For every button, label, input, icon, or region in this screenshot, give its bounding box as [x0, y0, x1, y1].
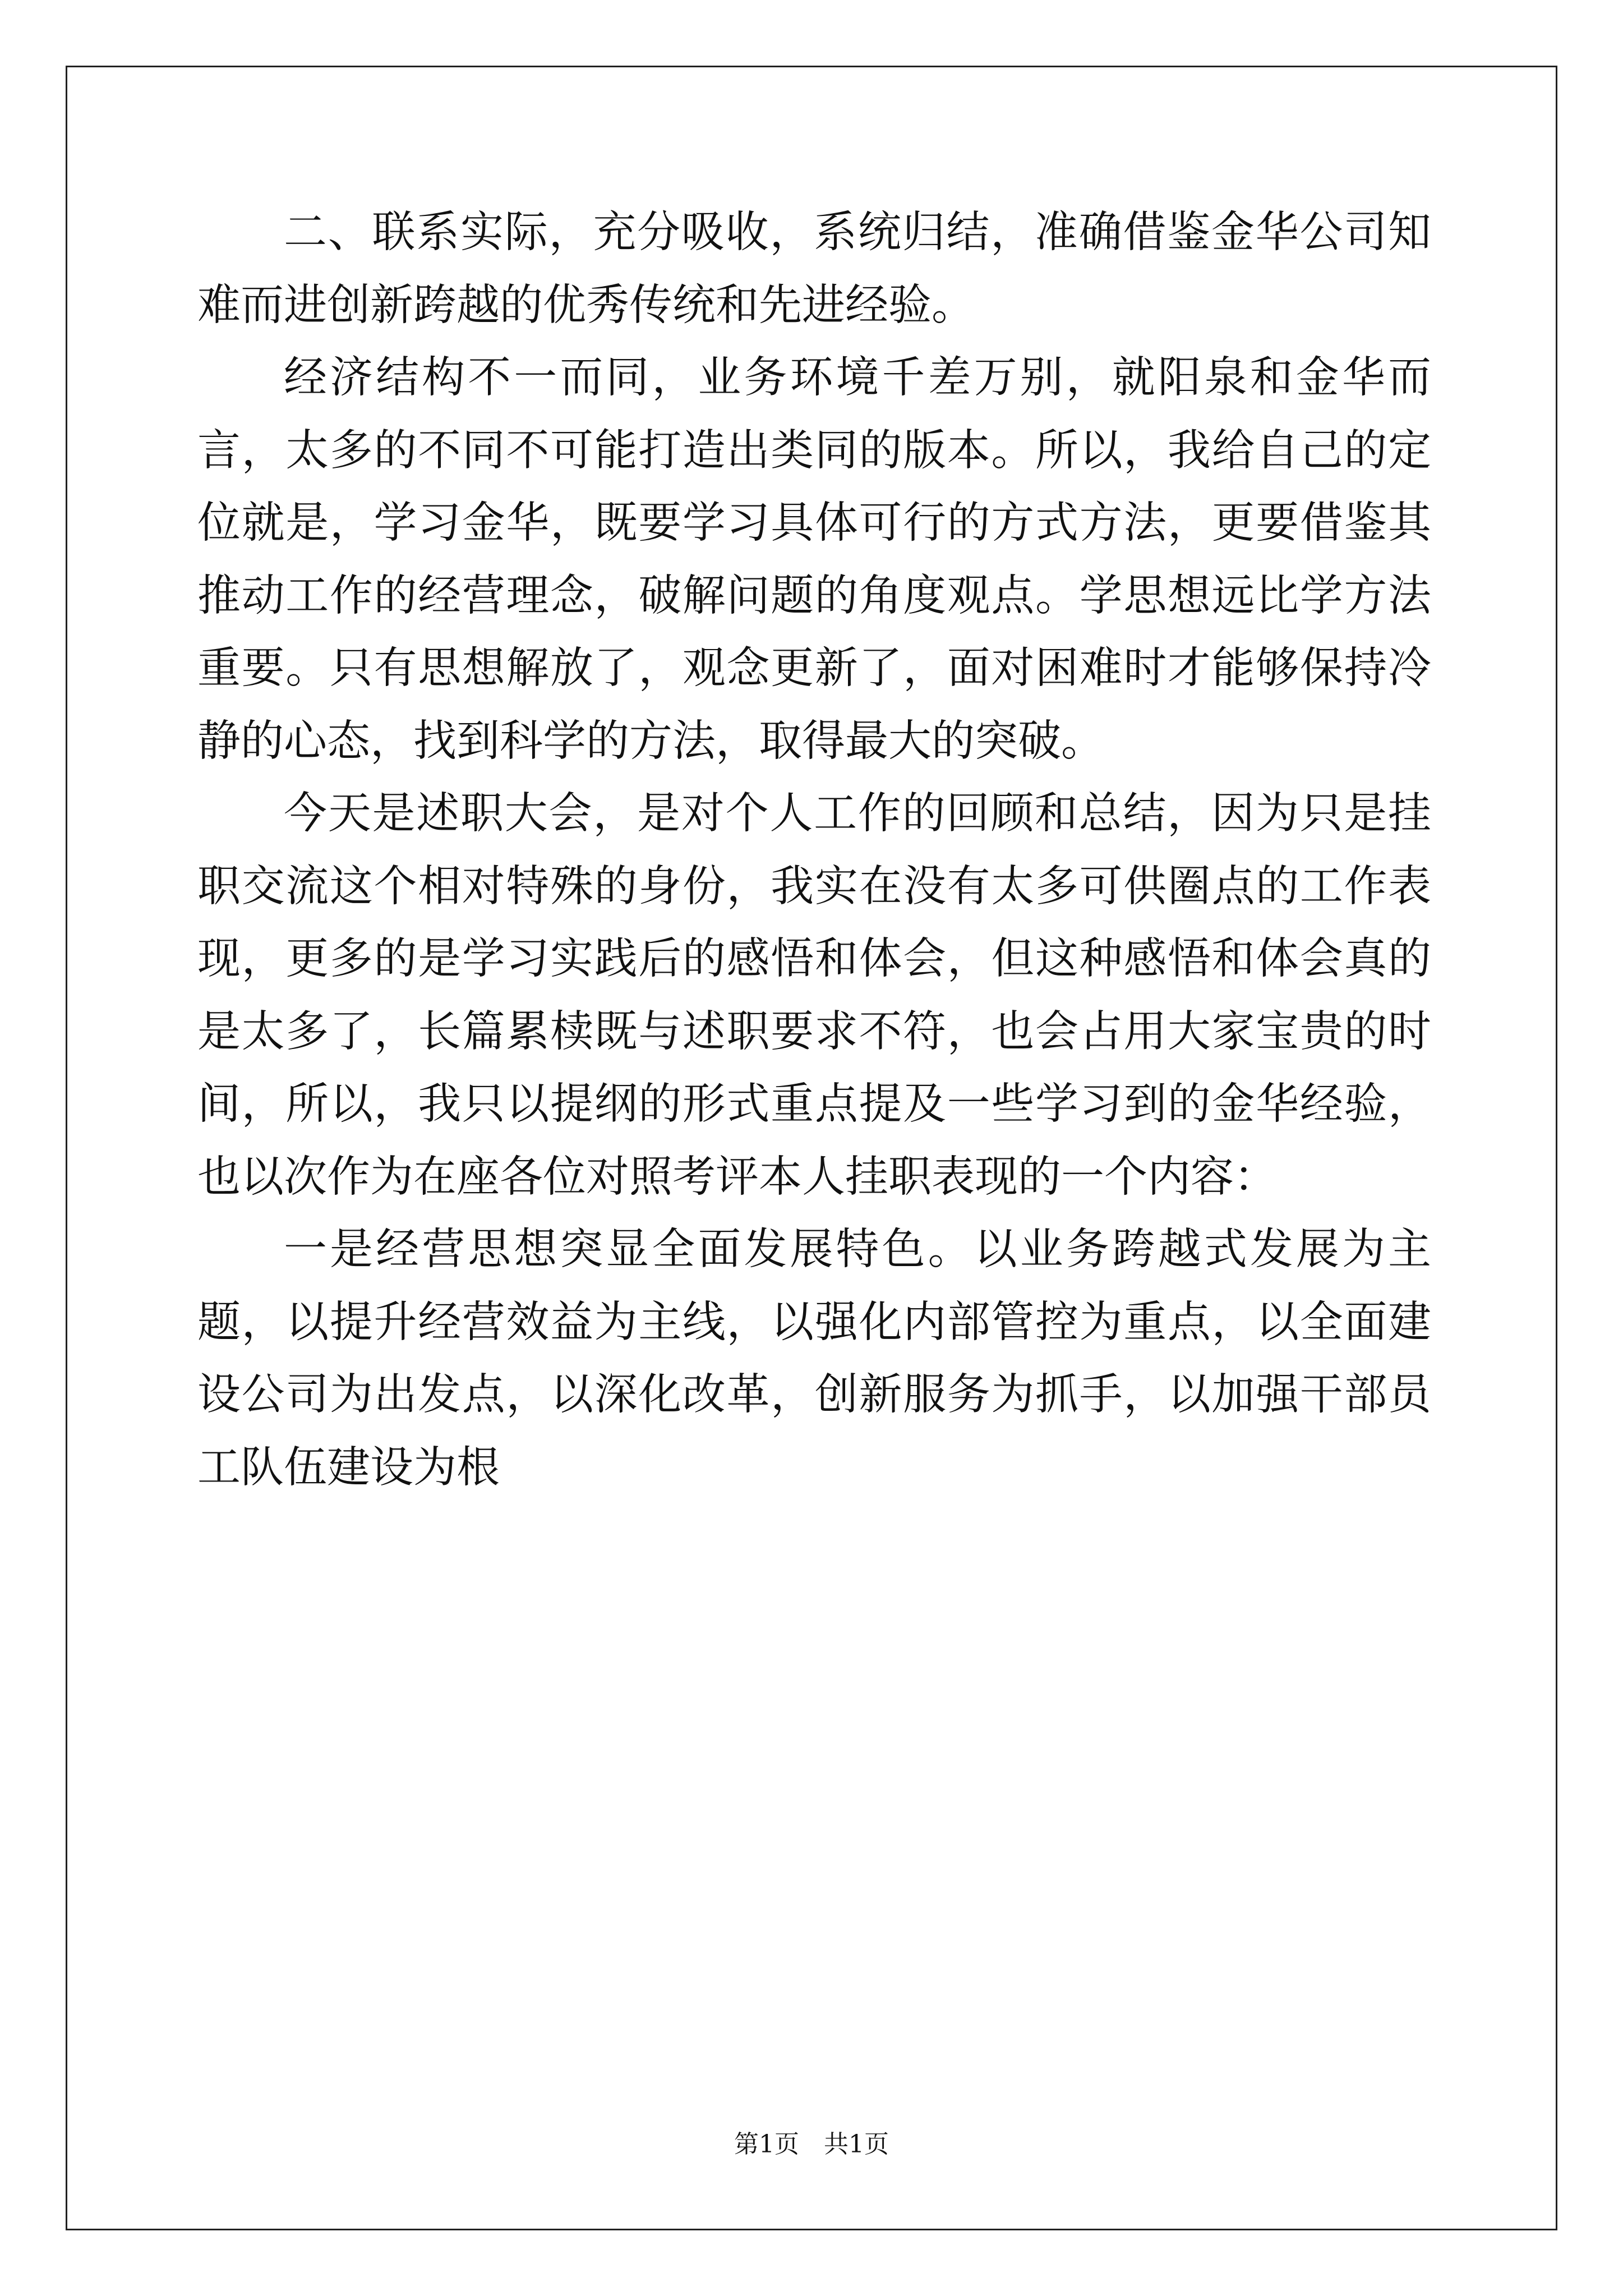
paragraph-4: 一是经营思想突显全面发展特色。以业务跨越式发展为主题，以提升经营效益为主线，以强化内部管控为重点，以全面建设公司为出发点，以深化改革，创新服务为抓手，以加强干部员工队伍建设为根 — [197, 1225, 1431, 1493]
page-number-footer: 第1页 共1页 — [734, 2130, 889, 2159]
paragraph-3: 今天是述职大会，是对个人工作的回顾和总结，因为只是挂职交流这个相对特殊的身份，我实在没有太多可供圈点的工作表现，更多的是学习实践后的感悟和体会，但这种感悟和体会真的是太多了，长篇累椟既与述职要求不符，也会占用大家宝贵的时间，所以，我只以提纲的形式重点提及一些学习到的金华经验，也以次作为在座各位对照考评本人挂职表现的一个内容： — [197, 789, 1431, 1202]
paragraph-1: 二、联系实际，充分吸收，系统归结，准确借鉴金华公司知难而进创新跨越的优秀传统和先进经验。 — [197, 208, 1431, 330]
paragraph-2: 经济结构不一而同，业务环境千差万别，就阳泉和金华而言，太多的不同不可能打造出类同的版本。所以，我给自己的定位就是，学习金华，既要学习具体可行的方式方法，更要借鉴其推动工作的经营理念，破解问题的角度观点。学思想远比学方法重要。只有思想解放了，观念更新了，面对困难时才能够保持冷静的心态，找到科学的方法，取得最大的突破。 — [197, 353, 1431, 766]
document-body — [197, 196, 1431, 1504]
